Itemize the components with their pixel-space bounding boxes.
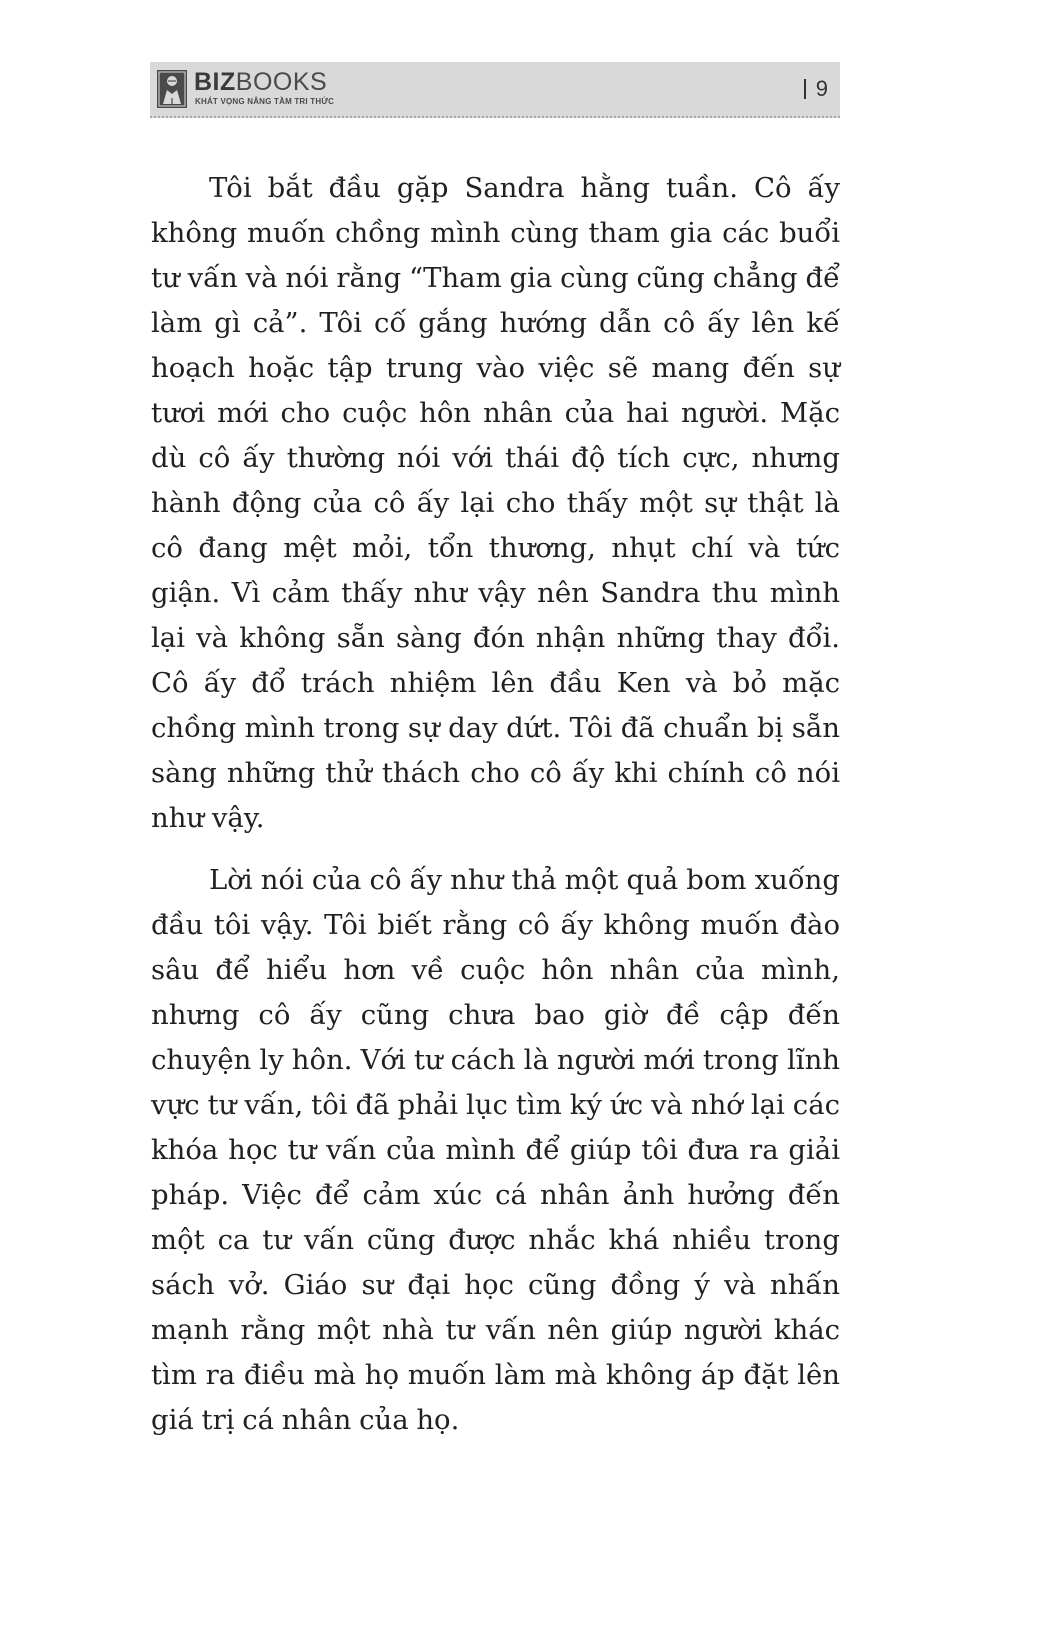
brand-bold: BIZ (194, 68, 236, 96)
page-number: 9 (815, 76, 828, 101)
brand-name (194, 68, 327, 96)
paragraph-1: Tôi bắt đầu gặp Sandra hằng tuần. Cô ấy không muốn chồng mình cùng tham gia các buổi tư vấn và nói rằng “Tham gia cùng cũng chẳng để làm gì cả”. Tôi cố gắng hướng dẫn cô ấy lên kế hoạch hoặc tập trung vào việc sẽ mang đến sự tươi mới cho cuộc hôn nhân của hai người. Mặc dù cô ấy thường nói với thái độ tích cực, nhưng hành động của cô ấy lại cho thấy một sự thật là cô đang mệt mỏi, tổn thương, nhụt chí và tức giận. Vì cảm thấy như vậy nên Sandra thu mình lại và không sẵn sàng đón nhận những thay đổi. Cô ấy đổ trách nhiệm lên đầu Ken và bỏ mặc chồng mình trong sự day dứt. Tôi đã chuẩn bị sẵn sàng những thử thách cho cô ấy khi chính cô nói như vậy. (151, 172, 840, 834)
brand-light: BOOKS (235, 68, 328, 96)
page-number-separator (804, 79, 806, 99)
page-header (150, 62, 840, 118)
page-number-block (804, 76, 828, 102)
paragraph-2: Lời nói của cô ấy như thả một quả bom xuống đầu tôi vậy. Tôi biết rằng cô ấy không muốn đào sâu để hiểu hơn về cuộc hôn nhân của mình, nhưng cô ấy cũng chưa bao giờ đề cập đến chuyện ly hôn. Với tư cách là người mới trong lĩnh vực tư vấn, tôi đã phải lục tìm ký ức và nhớ lại các khóa học tư vấn của mình để giúp tôi đưa ra giải pháp. Việc để cảm xúc cá nhân ảnh hưởng đến một ca tư vấn cũng được nhắc khá nhiều trong sách vở. Giáo sư đại học cũng đồng ý và nhấn mạnh rằng một nhà tư vấn nên giúp người khác tìm ra điều mà họ muốn làm mà không áp đặt lên giá trị cá nhân của họ. (151, 864, 840, 1436)
body-text (151, 166, 840, 1460)
brand-tagline: KHÁT VỌNG NÂNG TẦM TRI THỨC (195, 97, 335, 106)
bizbooks-logo-icon (157, 70, 187, 108)
